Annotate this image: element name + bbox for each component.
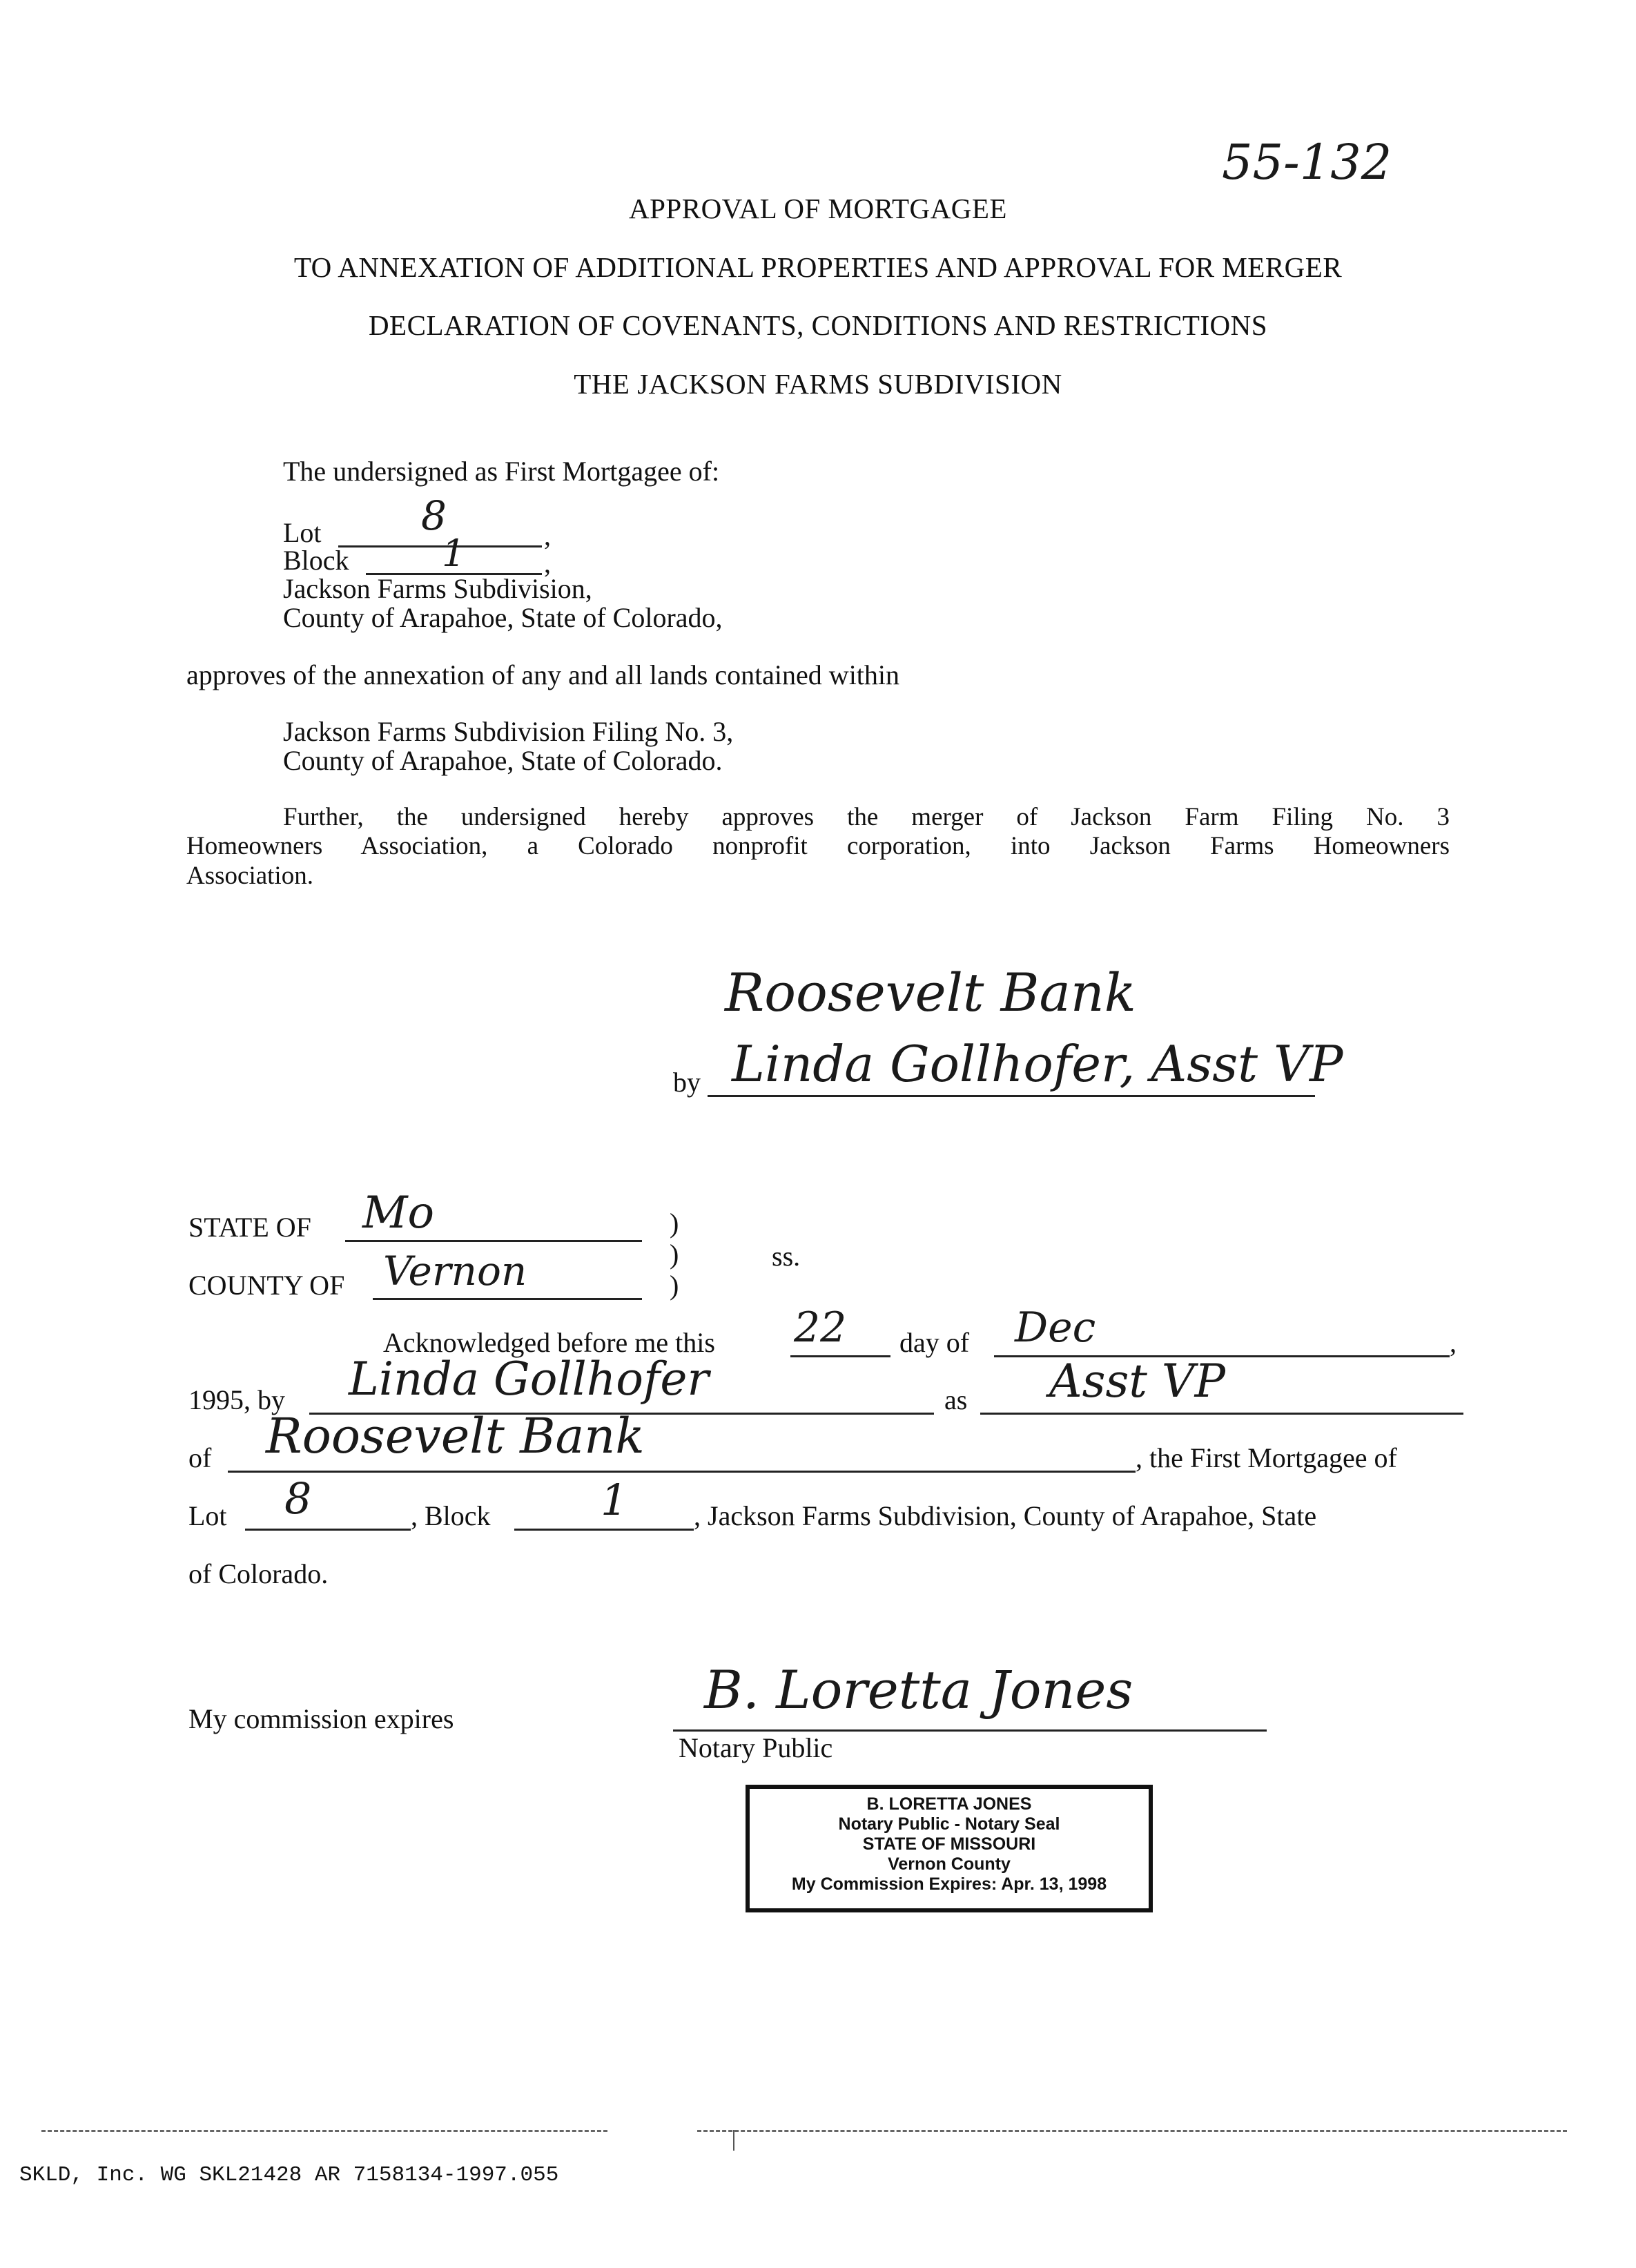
- lot2-underline: [245, 1529, 411, 1531]
- title-value: Asst VP: [1049, 1355, 1225, 1408]
- block2-label: , Block: [411, 1500, 491, 1531]
- month-value: Dec: [1015, 1303, 1096, 1352]
- year-by-label: 1995, by: [188, 1384, 285, 1415]
- footer-scan-line-right: [697, 2130, 1567, 2132]
- first-mortgagee-text: , the First Mortgagee of: [1136, 1442, 1397, 1473]
- day-of-label: day of: [899, 1327, 970, 1358]
- intro-subdivision: Jackson Farms Subdivision,: [283, 573, 592, 604]
- title-underline: [980, 1413, 1463, 1415]
- lot-value: 8: [421, 492, 447, 539]
- commission-label: My commission expires: [188, 1703, 454, 1734]
- state-label: STATE OF: [188, 1212, 311, 1243]
- day-underline: [790, 1355, 890, 1357]
- further-line-3: Association.: [186, 862, 313, 890]
- of-underline: [228, 1471, 1136, 1473]
- county-label: COUNTY OF: [188, 1270, 345, 1301]
- state-value: Mo: [362, 1188, 435, 1239]
- lot2-value: 8: [284, 1473, 312, 1524]
- notary-public-label: Notary Public: [679, 1732, 833, 1763]
- approves-county: County of Arapahoe, State of Colorado.: [283, 745, 723, 776]
- notary-signature: B. Loretta Jones: [704, 1659, 1133, 1721]
- lot-label: Lot: [283, 517, 322, 548]
- lot2-label: Lot: [188, 1500, 227, 1531]
- day-value: 22: [794, 1303, 847, 1352]
- by-label: by: [673, 1067, 701, 1098]
- footer-tick: [733, 2130, 734, 2151]
- further-line-1: Further, the undersigned hereby approves the merger of Jackson Farm Filing No. 3: [283, 803, 1450, 831]
- paren-2: ): [670, 1239, 679, 1270]
- subdivision-tail: , Jackson Farms Subdivision, County of Arapahoe, State: [694, 1500, 1317, 1531]
- handwritten-company: Roosevelt Bank: [725, 962, 1136, 1023]
- footer-scan-line-left: [41, 2130, 607, 2132]
- block2-underline: [514, 1529, 694, 1531]
- state-underline: [345, 1240, 642, 1242]
- lot-underline: [338, 545, 542, 547]
- as-label: as: [944, 1384, 968, 1415]
- footer-reference: SKLD, Inc. WG SKL21428 AR 7158134-1997.055: [19, 2163, 559, 2187]
- intro-county: County of Arapahoe, State of Colorado,: [283, 602, 723, 633]
- notary-signature-underline: [673, 1729, 1267, 1732]
- seal-line-5: My Commission Expires: Apr. 13, 1998: [791, 1874, 1107, 1894]
- undersigned-text: The undersigned as First Mortgagee of:: [283, 456, 720, 487]
- seal-line-3: STATE OF MISSOURI: [862, 1834, 1036, 1854]
- approves-filing: Jackson Farms Subdivision Filing No. 3,: [283, 716, 734, 747]
- ack-comma: ,: [1450, 1327, 1457, 1358]
- block-value: 1: [442, 532, 466, 575]
- approves-text: approves of the annexation of any and all lands contained within: [186, 659, 900, 690]
- handwritten-doc-number: 55-132: [1222, 134, 1392, 191]
- ack-text: Acknowledged before me this: [383, 1327, 715, 1358]
- block-label: Block: [283, 545, 349, 576]
- signature-underline: [708, 1095, 1315, 1097]
- block-comma: ,: [544, 547, 551, 579]
- seal-line-1: B. LORETTA JONES: [866, 1794, 1032, 1814]
- title-line-1: APPROVAL OF MORTGAGEE: [629, 193, 1007, 224]
- seal-line-2: Notary Public - Notary Seal: [838, 1814, 1060, 1834]
- handwritten-signer: Linda Gollhofer, Asst VP: [732, 1035, 1343, 1093]
- of-value: Roosevelt Bank: [266, 1408, 645, 1464]
- paren-3: ): [670, 1270, 679, 1301]
- title-line-2: TO ANNEXATION OF ADDITIONAL PROPERTIES AND APPROVAL FOR MERGER: [293, 251, 1343, 283]
- seal-line-4: Vernon County: [888, 1854, 1011, 1874]
- of-label: of: [188, 1442, 212, 1473]
- county-value: Vernon: [383, 1248, 527, 1295]
- block2-value: 1: [601, 1475, 628, 1525]
- further-line-2: Homeowners Association, a Colorado nonprofit corporation, into Jackson Farms Homeowners: [186, 832, 1450, 860]
- ss-label: ss.: [772, 1241, 801, 1272]
- lot-comma: ,: [544, 520, 551, 551]
- paren-1: ): [670, 1208, 679, 1239]
- county-underline: [373, 1298, 642, 1300]
- title-line-4: THE JACKSON FARMS SUBDIVISION: [574, 368, 1062, 400]
- title-line-3: DECLARATION OF COVENANTS, CONDITIONS AND RESTRICTIONS: [368, 309, 1268, 341]
- notary-seal-stamp: [746, 1785, 1153, 1912]
- name-value: Linda Gollhofer: [349, 1353, 709, 1406]
- of-colorado: of Colorado.: [188, 1558, 329, 1589]
